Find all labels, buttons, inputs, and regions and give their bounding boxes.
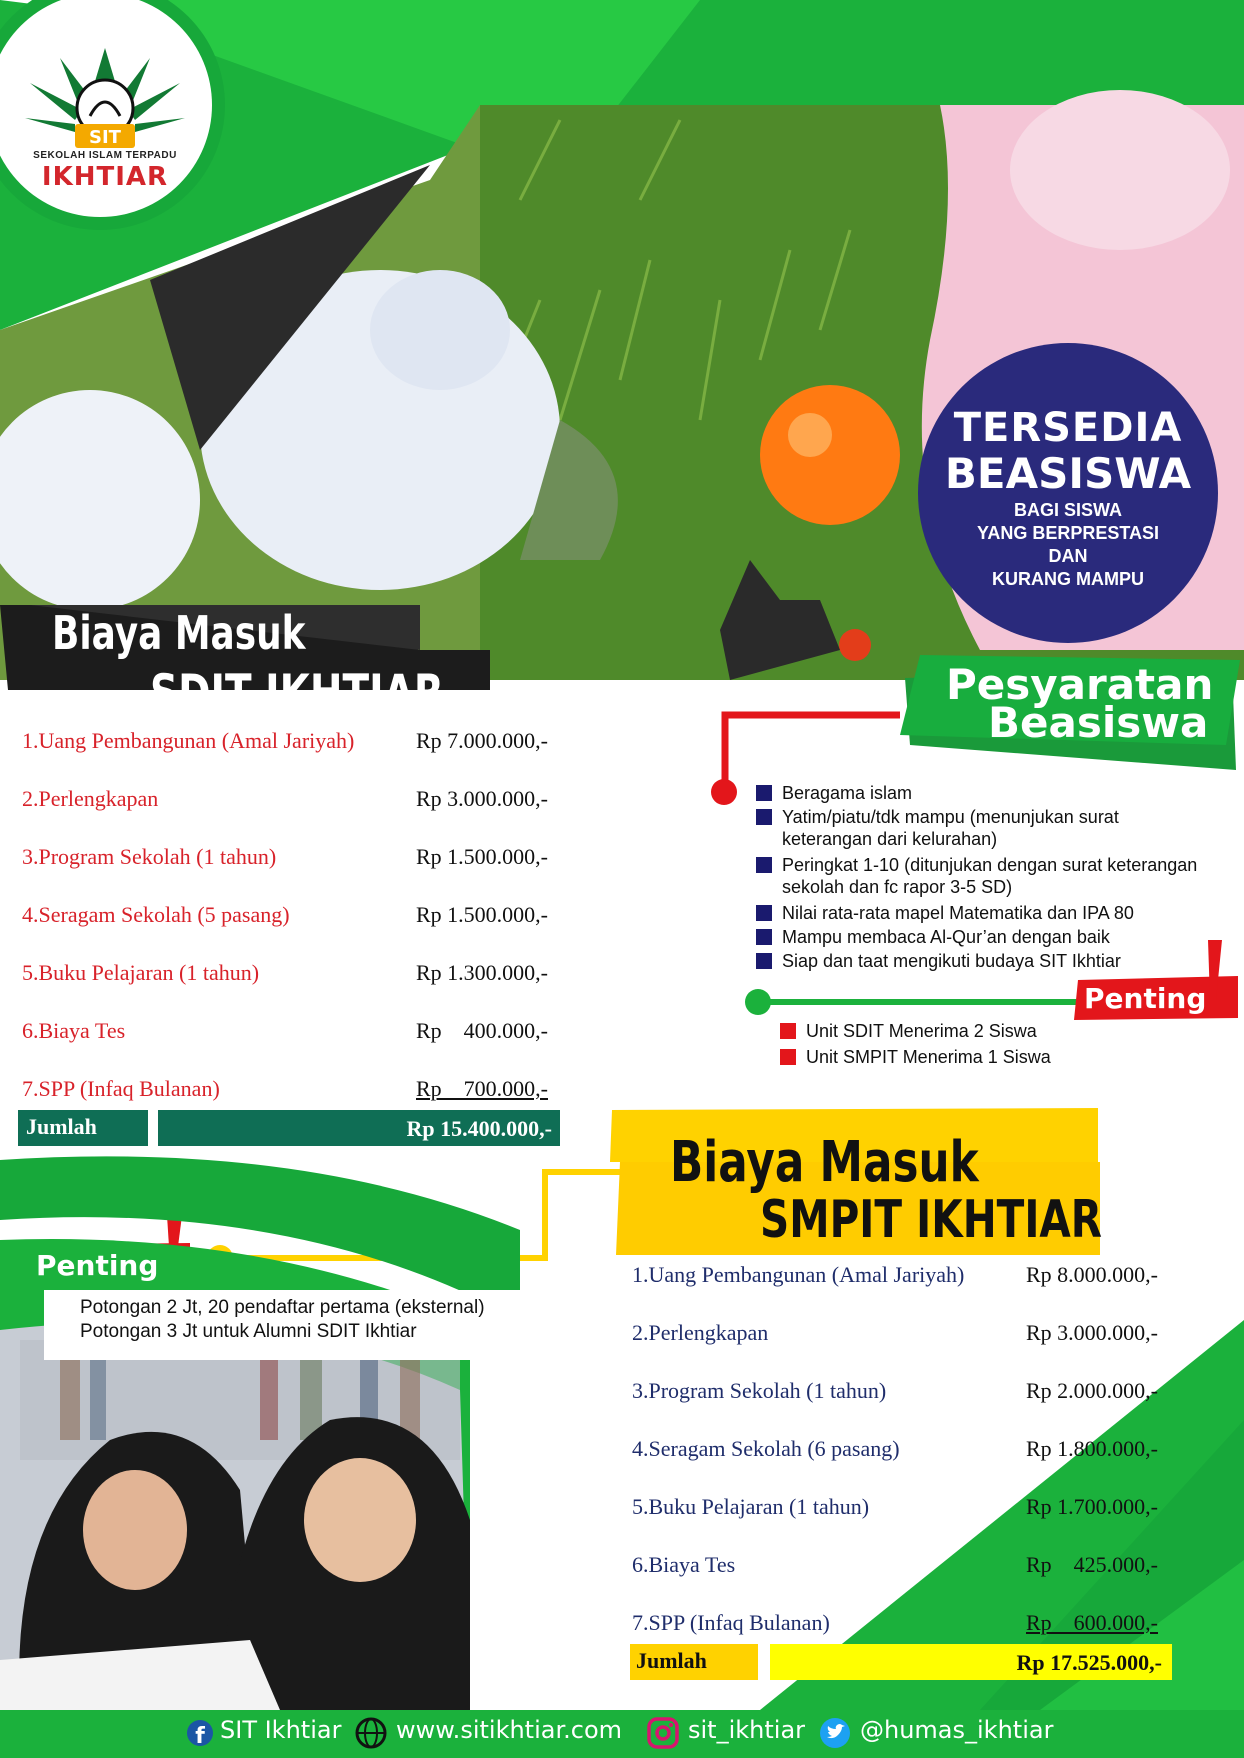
- smpit-total-label-box: [630, 1644, 758, 1680]
- sdit-fee-row: [22, 844, 622, 874]
- sdit-total-amount-box: [158, 1110, 560, 1146]
- sdit-fee-amount: Rp 1.500.000,-: [416, 902, 548, 927]
- sdit-fee-row: [22, 1018, 622, 1048]
- requirement-bullet-icon: [756, 809, 772, 825]
- smpit-fee-label: 4.Seragam Sekolah (6 pasang): [632, 1436, 900, 1461]
- requirement-bullet-icon: [756, 905, 772, 921]
- logo-badge-text: SIT: [89, 127, 121, 148]
- sdit-fee-row: [22, 786, 622, 816]
- requirement-item: Beragama islam: [782, 783, 913, 803]
- smpit-fee-amount: Rp 8.000.000,-: [1026, 1262, 1158, 1287]
- smpit-fee-label: 1.Uang Pembangunan (Amal Jariyah): [632, 1262, 965, 1287]
- smpit-fee-row: [632, 1610, 1232, 1640]
- logo-caption: SEKOLAH ISLAM TERPADU: [33, 150, 177, 161]
- smpit-fee-row: [632, 1436, 1232, 1466]
- sdit-fee-row: [22, 1076, 622, 1106]
- requirement-item: Nilai rata-rata mapel Matematika dan IPA 80: [782, 903, 1134, 923]
- scholarship-line3: BAGI SISWA: [1013, 500, 1122, 520]
- smpit-fee-amount: Rp 1.800.000,-: [1026, 1436, 1158, 1461]
- scholarship-line4: YANG BERPRESTASI: [976, 523, 1160, 543]
- sdit-fee-amount: Rp 400.000,-: [416, 1018, 548, 1043]
- requirements-important-label: Penting: [1084, 982, 1207, 1015]
- sdit-fee-row: [22, 960, 622, 990]
- smpit-fee-label: 3.Program Sekolah (1 tahun): [632, 1378, 887, 1403]
- instagram-icon[interactable]: [646, 1716, 680, 1750]
- sdit-fee-label: 3.Program Sekolah (1 tahun): [22, 844, 277, 869]
- discount-important-label: Penting: [36, 1249, 159, 1282]
- logo-emblem-icon: [20, 28, 190, 158]
- sdit-fee-amount: Rp 1.300.000,-: [416, 960, 548, 985]
- sdit-fee-row: [22, 728, 622, 758]
- sdit-fee-amount: Rp 700.000,-: [416, 1076, 548, 1101]
- globe-icon[interactable]: [354, 1716, 388, 1750]
- smpit-fee-amount: Rp 2.000.000,-: [1026, 1378, 1158, 1403]
- sdit-fee-label: 6.Biaya Tes: [22, 1018, 126, 1043]
- sdit-fee-row: [22, 902, 622, 932]
- discount-line2: Potongan 3 Jt untuk Alumni SDIT Ikhtiar: [80, 1321, 417, 1342]
- scholarship-line5: DAN: [1048, 546, 1088, 566]
- requirement-bullet-icon: [756, 785, 772, 801]
- sdit-fee-amount: Rp 1.500.000,-: [416, 844, 548, 869]
- sdit-fee-label: 1.Uang Pembangunan (Amal Jariyah): [22, 728, 355, 753]
- requirements-title-line2: Beasiswa: [988, 698, 1209, 747]
- smpit-total-label: Jumlah: [636, 1648, 707, 1673]
- smpit-total-amount-box: [770, 1644, 1172, 1680]
- logo-name: IKHTIAR: [41, 162, 169, 192]
- requirement-item: Mampu membaca Al-Qur’an dengan baik: [782, 927, 1110, 947]
- requirement-item: Yatim/piatu/tdk mampu (menunjukan surat keterangan dari kelurahan): [782, 807, 1119, 849]
- smpit-total-amount: Rp 17.525.000,-: [1016, 1650, 1162, 1675]
- scholarship-badge: [918, 343, 1218, 643]
- smpit-fee-label: 6.Biaya Tes: [632, 1552, 736, 1577]
- sdit-title-line1: Biaya Masuk: [52, 606, 306, 660]
- important-bullet-icon: [780, 1023, 796, 1039]
- important-item: Unit SMPIT Menerima 1 Siswa: [806, 1047, 1051, 1067]
- smpit-title-line1: Biaya Masuk: [670, 1130, 979, 1195]
- smpit-fee-row: [632, 1320, 1232, 1350]
- smpit-fee-amount: Rp 425.000,-: [1026, 1552, 1158, 1577]
- discount-line1: Potongan 2 Jt, 20 pendaftar pertama (eksternal): [80, 1297, 485, 1318]
- sdit-title-line2: SDIT IKHTIAR: [150, 664, 444, 722]
- footer-website[interactable]: www.sitikhtiar.com: [396, 1716, 623, 1744]
- smpit-fee-amount: Rp 1.700.000,-: [1026, 1494, 1158, 1519]
- smpit-fee-amount: Rp 600.000,-: [1026, 1610, 1158, 1635]
- facebook-icon[interactable]: [186, 1716, 214, 1750]
- scholarship-line6: KURANG MAMPU: [992, 569, 1144, 589]
- smpit-fee-row: [632, 1262, 1232, 1292]
- requirements-title-line1: Pesyaratan: [946, 660, 1214, 709]
- scholarship-line1: TERSEDIA: [953, 405, 1183, 451]
- scholarship-line2: BEASISWA: [944, 449, 1192, 498]
- sdit-fee-label: 5.Buku Pelajaran (1 tahun): [22, 960, 260, 985]
- sdit-fee-label: 2.Perlengkapan: [22, 786, 159, 811]
- smpit-fee-label: 5.Buku Pelajaran (1 tahun): [632, 1494, 870, 1519]
- twitter-icon[interactable]: [818, 1716, 852, 1750]
- smpit-fee-row: [632, 1552, 1232, 1582]
- sdit-fee-label: 4.Seragam Sekolah (5 pasang): [22, 902, 290, 927]
- footer-twitter[interactable]: @humas_ikhtiar: [860, 1716, 1054, 1744]
- sdit-total-label: Jumlah: [26, 1114, 97, 1139]
- requirement-bullet-icon: [756, 929, 772, 945]
- important-item: Unit SDIT Menerima 2 Siswa: [806, 1021, 1037, 1041]
- smpit-fee-row: [632, 1494, 1232, 1524]
- requirement-item: Peringkat 1-10 (ditunjukan dengan surat keterangan sekolah dan fc rapor 3-5 SD): [782, 855, 1198, 897]
- smpit-fee-label: 2.Perlengkapan: [632, 1320, 769, 1345]
- sdit-fee-amount: Rp 3.000.000,-: [416, 786, 548, 811]
- important-bullet-icon: [780, 1049, 796, 1065]
- sdit-fee-label: 7.SPP (Infaq Bulanan): [22, 1076, 220, 1101]
- sdit-total-label-box: [18, 1110, 148, 1146]
- sdit-fee-amount: Rp 7.000.000,-: [416, 728, 548, 753]
- requirement-bullet-icon: [756, 953, 772, 969]
- sdit-total-amount: Rp 15.400.000,-: [406, 1116, 552, 1141]
- smpit-fee-amount: Rp 3.000.000,-: [1026, 1320, 1158, 1345]
- smpit-fee-row: [632, 1378, 1232, 1408]
- footer-facebook[interactable]: SIT Ikhtiar: [220, 1716, 342, 1744]
- smpit-title-line2: SMPIT IKHTIAR: [760, 1190, 1103, 1250]
- requirement-item: Siap dan taat mengikuti budaya SIT Ikhtiar: [782, 951, 1121, 971]
- svg-text:f: f: [195, 1724, 205, 1749]
- footer-instagram[interactable]: sit_ikhtiar: [688, 1716, 806, 1744]
- smpit-fee-label: 7.SPP (Infaq Bulanan): [632, 1610, 830, 1635]
- requirement-bullet-icon: [756, 857, 772, 873]
